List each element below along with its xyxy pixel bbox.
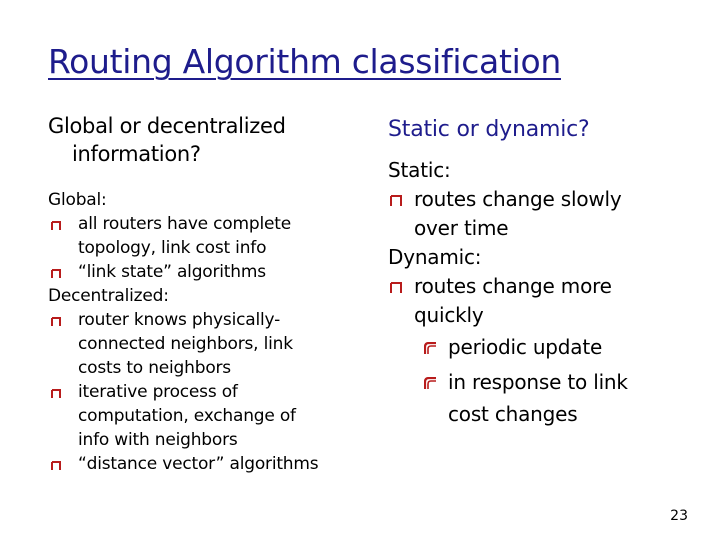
static-bullet-line1: routes change slowly — [414, 187, 622, 211]
static-bullet-line2: over time — [414, 216, 509, 240]
box-bullet-icon — [51, 269, 62, 279]
left-column — [48, 112, 378, 476]
decentralized-bullet-2-line3: info with neighbors — [78, 430, 238, 450]
left-question-line2: information? — [72, 142, 201, 166]
global-bullet-2-line1: “link state” algorithms — [78, 262, 266, 282]
rounded-square-bullet-icon — [424, 342, 437, 355]
dynamic-subbullet-2 — [388, 365, 708, 429]
rounded-square-bullet-icon — [424, 377, 437, 390]
decentralized-bullet-2 — [48, 380, 378, 452]
decentralized-bullet-3 — [48, 452, 378, 476]
decentralized-heading: Decentralized: — [48, 286, 169, 306]
dynamic-bullet-line2: quickly — [414, 303, 484, 327]
right-question: Static or dynamic? — [388, 117, 590, 142]
global-bullet-2 — [48, 260, 378, 284]
right-column — [388, 112, 708, 429]
box-bullet-icon — [390, 195, 403, 207]
global-bullet-1-line2: topology, link cost info — [78, 238, 267, 258]
dynamic-subbullet-2-line1: in response to link — [448, 370, 628, 394]
page-number: 23 — [670, 508, 688, 524]
box-bullet-icon — [51, 389, 62, 399]
decentralized-bullet-3-line1: “distance vector” algorithms — [78, 454, 319, 474]
box-bullet-icon — [51, 317, 62, 327]
decentralized-bullet-1-line1: router knows physically- — [78, 310, 281, 330]
slide-title: Routing Algorithm classification — [48, 42, 561, 81]
dynamic-bullet-line1: routes change more — [414, 274, 612, 298]
dynamic-heading: Dynamic: — [388, 245, 482, 269]
dynamic-subbullet-1-line1: periodic update — [448, 335, 603, 359]
decentralized-bullet-2-line1: iterative process of — [78, 382, 238, 402]
global-bullet-1 — [48, 212, 378, 260]
decentralized-bullet-1-line2: connected neighbors, link — [78, 334, 293, 354]
box-bullet-icon — [390, 282, 403, 294]
static-heading: Static: — [388, 158, 451, 182]
box-bullet-icon — [51, 221, 62, 231]
left-question — [48, 112, 378, 168]
dynamic-subbullet-2-line2: cost changes — [448, 402, 578, 426]
global-heading: Global: — [48, 190, 107, 210]
dynamic-subbullet-1 — [388, 330, 708, 365]
global-bullet-1-line1: all routers have complete — [78, 214, 291, 234]
static-bullet — [388, 185, 708, 243]
decentralized-bullet-2-line2: computation, exchange of — [78, 406, 296, 426]
decentralized-bullet-1-line3: costs to neighbors — [78, 358, 231, 378]
box-bullet-icon — [51, 461, 62, 471]
left-question-line1: Global or decentralized — [48, 114, 286, 138]
dynamic-bullet — [388, 272, 708, 330]
decentralized-bullet-1 — [48, 308, 378, 380]
